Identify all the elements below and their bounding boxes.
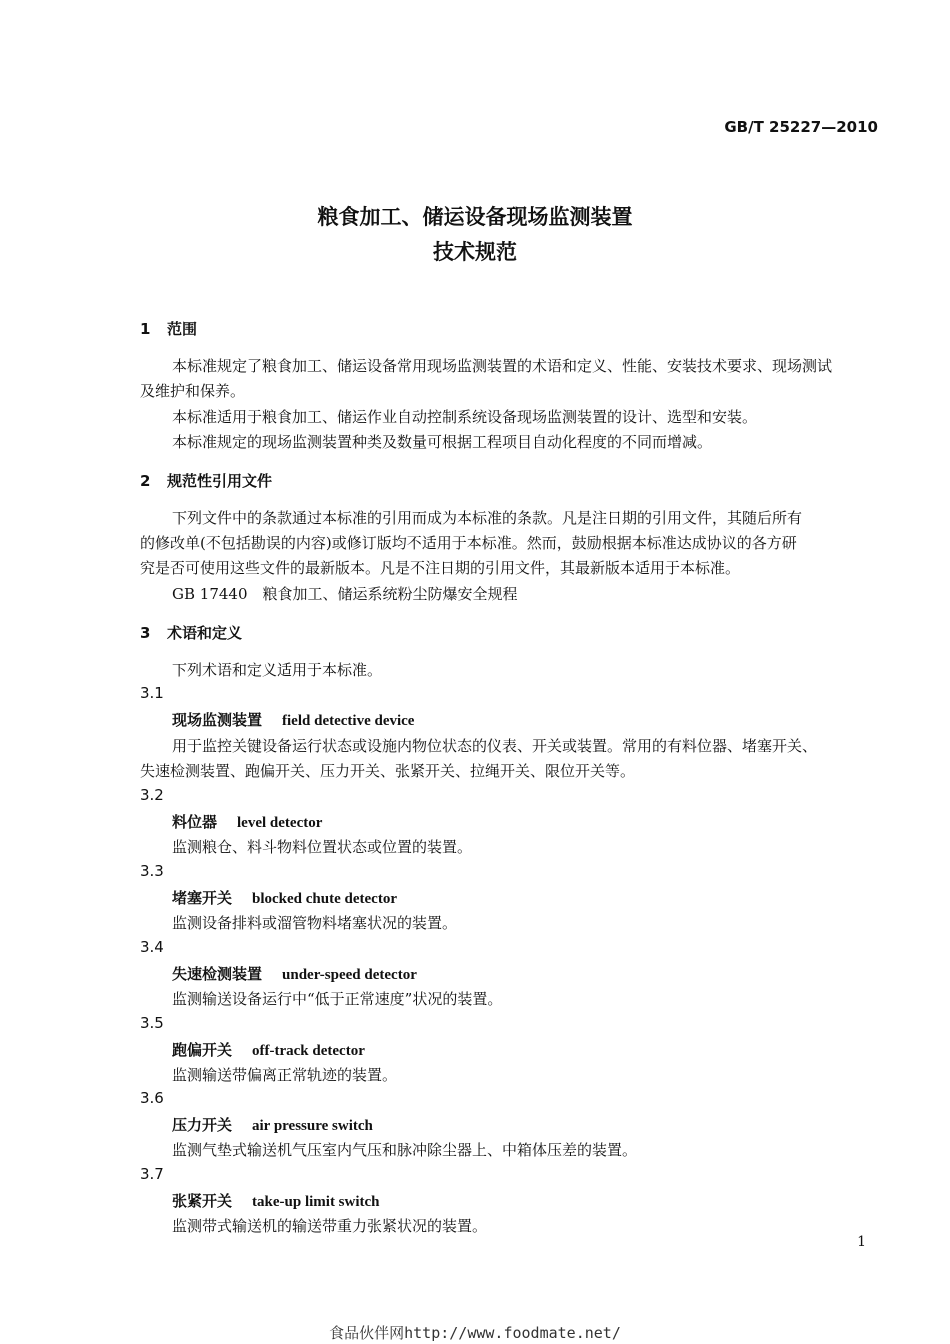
term-zh: 跑偏开关: [172, 1041, 233, 1059]
term-definition: 监测气垫式输送机气压室内气压和脉冲除尘器上、中箱体压差的装置。: [172, 1141, 638, 1159]
term-definition: 用于监控关键设备运行状态或设施内物位状态的仪表、开关或装置。常用的有料位器、堵塞开关、: [172, 737, 818, 755]
footer-watermark: 食品伙伴网http://www.foodmate.net/: [329, 1324, 621, 1342]
section-3-heading: [140, 622, 242, 643]
term-title: [172, 887, 397, 908]
paragraph-line: 及维护和保养。: [140, 382, 246, 400]
term-en: blocked chute detector: [252, 891, 397, 907]
paragraph-line: 的修改单(不包括勘误的内容)或修订版均不适用于本标准。然而，鼓励根据本标准达成协议的各方研: [140, 534, 797, 552]
paragraph-line: 本标准规定了粮食加工、储运设备常用现场监测装置的术语和定义、性能、安装技术要求、现场测试: [172, 357, 833, 375]
term-zh: 压力开关: [172, 1116, 233, 1134]
term-title: [172, 1114, 373, 1135]
page-number: 1: [857, 1234, 866, 1250]
term-title: [172, 963, 417, 984]
term-title: [172, 709, 414, 730]
term-zh: 失速检测装置: [172, 965, 263, 983]
term-en: take-up limit switch: [252, 1194, 380, 1210]
term-number: 3.2: [140, 786, 164, 804]
term-zh: 现场监测装置: [172, 711, 263, 729]
standard-number: GB/T 25227—2010: [724, 118, 878, 136]
term-definition: 失速检测装置、跑偏开关、压力开关、张紧开关、拉绳开关、限位开关等。: [140, 762, 636, 780]
paragraph-line: 本标准适用于粮食加工、储运作业自动控制系统设备现场监测装置的设计、选型和安装。: [172, 408, 758, 426]
term-definition: 监测带式输送机的输送带重力张紧状况的装置。: [172, 1217, 488, 1235]
term-en: field detective device: [282, 713, 415, 729]
term-number: 3.7: [140, 1165, 164, 1183]
paragraph-line: 下列术语和定义适用于本标准。: [172, 661, 383, 679]
term-number: 3.3: [140, 862, 164, 880]
term-en: under-speed detector: [282, 967, 417, 983]
term-definition: 监测输送带偏离正常轨迹的装置。: [172, 1066, 398, 1084]
term-definition: 监测粮仓、料斗物料位置状态或位置的装置。: [172, 838, 473, 856]
section-2-heading: [140, 470, 272, 491]
term-en: level detector: [237, 815, 323, 831]
paragraph-line: 究是否可使用这些文件的最新版本。凡是不注日期的引用文件，其最新版本适用于本标准。: [140, 559, 741, 577]
paragraph-line: 下列文件中的条款通过本标准的引用而成为本标准的条款。凡是注日期的引用文件，其随后所有: [172, 509, 803, 527]
term-title: [172, 811, 322, 832]
term-number: 3.5: [140, 1014, 164, 1032]
section-title: 规范性引用文件: [167, 472, 273, 490]
section-number: 2: [140, 472, 151, 490]
section-title: 术语和定义: [167, 624, 243, 642]
term-zh: 料位器: [172, 813, 218, 831]
term-number: 3.6: [140, 1089, 164, 1107]
term-zh: 张紧开关: [172, 1192, 233, 1210]
term-number: 3.4: [140, 938, 164, 956]
term-definition: 监测设备排料或溜管物料堵塞状况的装置。: [172, 914, 458, 932]
paragraph-line: 本标准规定的现场监测装置种类及数量可根据工程项目自动化程度的不同而增减。: [172, 433, 713, 451]
normative-reference: GB 17440 粮食加工、储运系统粉尘防爆安全规程: [172, 585, 518, 603]
term-title: [172, 1190, 380, 1211]
term-en: off-track detector: [252, 1043, 365, 1059]
term-title: [172, 1039, 365, 1060]
section-number: 1: [140, 320, 151, 338]
section-title: 范围: [167, 320, 198, 338]
term-zh: 堵塞开关: [172, 889, 233, 907]
page-title-line1: 粮食加工、储运设备现场监测装置: [317, 205, 633, 229]
section-1-heading: [140, 318, 197, 339]
term-definition: 监测输送设备运行中“低于正常速度”状况的装置。: [172, 990, 503, 1008]
section-number: 3: [140, 624, 151, 642]
term-number: 3.1: [140, 684, 164, 702]
term-en: air pressure switch: [252, 1118, 373, 1134]
page-title-line2: 技术规范: [433, 240, 517, 264]
